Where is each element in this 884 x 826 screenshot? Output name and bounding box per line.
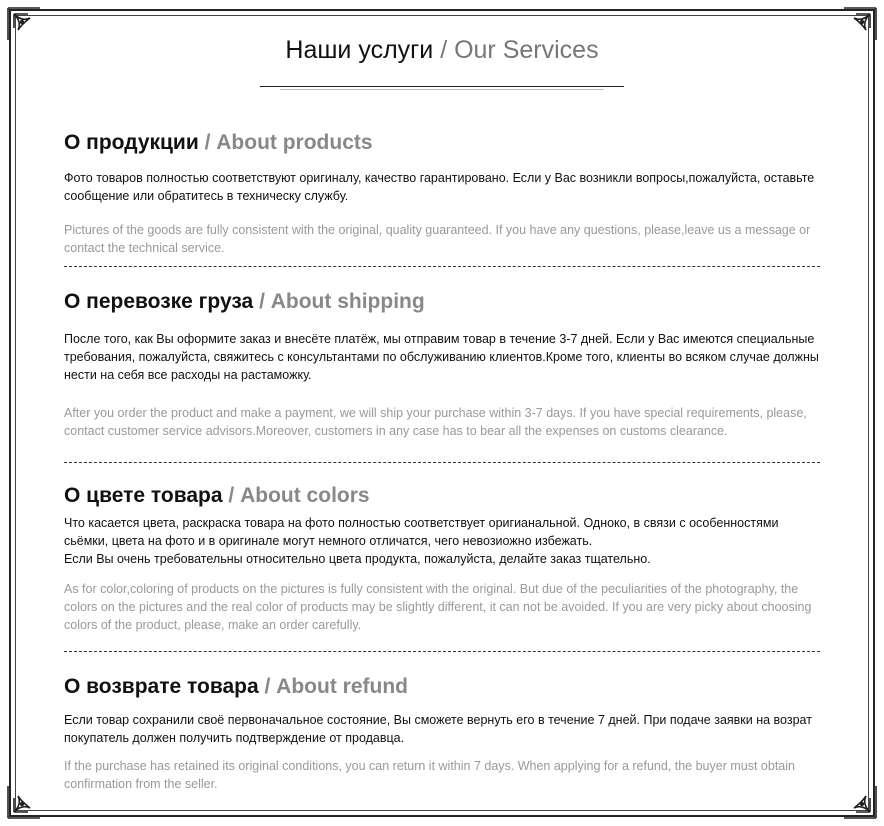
- corner-ornament-icon: [840, 782, 880, 822]
- section-text-ru: Если товар сохранили своё первоначальное состояние, Вы сможете вернуть его в течение 7 дней. При подаче заявки на возрат покупатель должен получить подтверждение от продавца.: [64, 713, 812, 745]
- section-text-en: After you order the product and make a payment, we will ship your purchase within 3-7 days. If you have special requirements, please, contact customer service advisors.Moreover, customers in any case has to bear all the expenses on customs clearance.: [64, 406, 807, 438]
- title-underline: [260, 86, 624, 87]
- section-title-en: / About products: [198, 131, 373, 154]
- section-title-en: / About colors: [222, 484, 370, 507]
- section-title-en: / About refund: [258, 675, 408, 698]
- section-title-en: / About shipping: [253, 290, 425, 313]
- section-text-ru-2: Если Вы очень требовательны относительно цвета продукта, пожалуйста, делайте заказ тщательно.: [64, 552, 651, 566]
- section-text-en: If the purchase has retained its original conditions, you can return it within 7 days. When applying for a refund, the buyer must obtain confirmation from the seller.: [64, 759, 795, 791]
- section-colors: [64, 484, 820, 634]
- section-text-en: Pictures of the goods are fully consistent with the original, quality guaranteed. If you have any questions, please,leave us a message or contact the technical service.: [64, 223, 811, 255]
- page-title-ru: Наши услуги: [285, 36, 434, 64]
- section-text-ru: Фото товаров полностью соответствуют оригиналу, качество гарантировано. Если у Вас возникли вопросы,пожалуйста, оставьте сообщение или обратитесь в техническу службу.: [64, 171, 815, 203]
- corner-ornament-icon: [4, 782, 44, 822]
- section-products: [64, 131, 820, 257]
- section-title: [64, 131, 820, 155]
- page-title: [0, 36, 884, 65]
- section-text-en: As for color,coloring of products on the pictures is fully consistent with the original. But due of the peculiarities of the photography, the colors on the pictures and the real color of products may be slightly different, it can not be avoided. If you are very picky about choosing colors of the product, please, make an order carefully.: [64, 582, 812, 632]
- section-title: [64, 675, 820, 699]
- section-title-ru: О перевозке груза: [64, 290, 254, 313]
- section-title: [64, 290, 820, 314]
- page-title-en: / Our Services: [433, 36, 599, 64]
- section-text-ru: Что касается цвета, раскраска товара на фото полностью соответствует оригианальной. Одноко, в связи с особенностями сьёмки, цвета на фото и в оригинале могут немного отличатся, чего невозиожно избежать.: [64, 516, 779, 548]
- section-divider: [64, 651, 820, 652]
- section-divider: [64, 266, 820, 267]
- section-divider: [64, 462, 820, 463]
- section-refund: [64, 675, 820, 793]
- section-title-ru: О возврате товара: [64, 675, 259, 698]
- section-title-ru: О цвете товара: [64, 484, 223, 507]
- section-title: [64, 484, 820, 508]
- section-text-ru: После того, как Вы оформите заказ и внесёте платёж, мы отправим товар в течение 3-7 дней. Если у Вас имеются специальные требования, пожалуйста, свяжитесь с консультантами по обслуживанию клиентов.Кроме того, клиенты во всяком случае должны нести на себя все расходы на растаможку.: [64, 332, 819, 382]
- section-title-ru: О продукции: [64, 131, 199, 154]
- section-shipping: [64, 290, 820, 440]
